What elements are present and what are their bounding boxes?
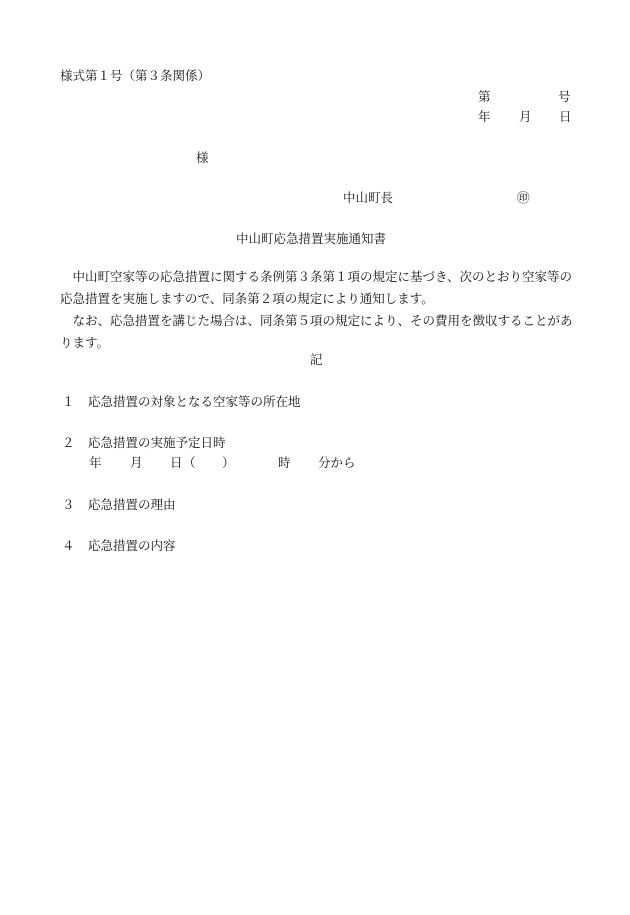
sender-title: 中山町長 [343, 190, 394, 205]
form-label: 様式第１号（第３条関係） [60, 68, 211, 83]
body-paragraph-1: 中山町空家等の応急措置に関する条例第３条第１項の規定に基づき、次のとおり空家等の応急措置を実施しますので、同条第２項の規定により通知します。 [60, 269, 573, 306]
schedule-month: 月 [130, 455, 143, 470]
ki-heading: 記 [310, 352, 323, 367]
body-paragraph-2: なお、応急措置を講じた場合は、同条第５項の規定により、その費用を徴収することがあります。 [60, 313, 573, 350]
item-2-number: ２ [62, 435, 75, 450]
schedule-weekday-close: ） [222, 455, 235, 470]
item-4-number: ４ [62, 538, 75, 553]
document-number-suffix: 号 [558, 89, 571, 104]
item-3-number: ３ [62, 497, 75, 512]
schedule-minute-from: 分から [318, 455, 356, 470]
item-1-label: 応急措置の対象となる空家等の所在地 [88, 394, 301, 409]
item-2-label: 応急措置の実施予定日時 [88, 435, 226, 450]
seal-mark: ㊞ [517, 190, 530, 205]
item-3-label: 応急措置の理由 [88, 497, 176, 512]
item-4-label: 応急措置の内容 [88, 538, 176, 553]
date-month: 月 [519, 109, 532, 124]
document-number-prefix: 第 [478, 89, 491, 104]
document-title: 中山町応急措置実施通知書 [236, 231, 387, 246]
schedule-year: 年 [89, 455, 102, 470]
schedule-weekday-open: （ [183, 455, 196, 470]
date-year: 年 [478, 109, 491, 124]
schedule-hour: 時 [278, 455, 291, 470]
date-day: 日 [559, 109, 572, 124]
item-1-number: １ [62, 394, 75, 409]
addressee-honorific: 様 [196, 150, 209, 165]
schedule-day: 日 [170, 455, 183, 470]
